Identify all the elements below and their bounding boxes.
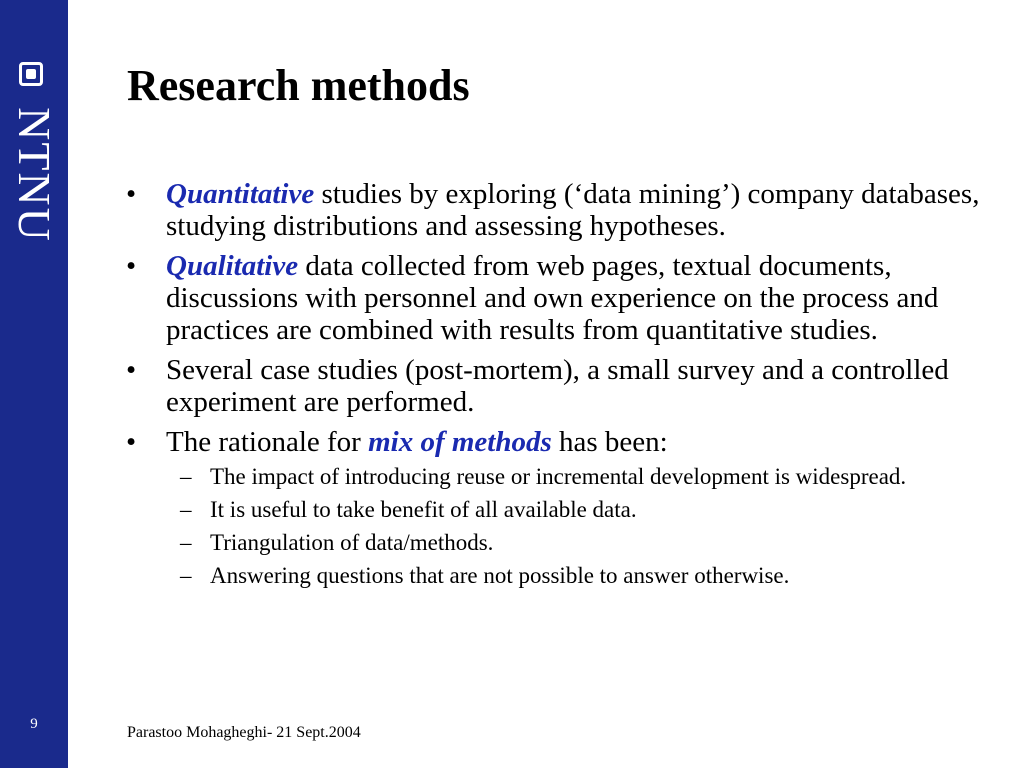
sub-bullet-text: The impact of introducing reuse or incremental development is widespread. [210, 464, 907, 489]
page-number: 9 [30, 716, 38, 732]
bullet-item-qualitative [120, 250, 990, 346]
slide-title: Research methods [127, 61, 470, 110]
ntnu-logo-icon [19, 62, 43, 86]
sidebar [0, 0, 68, 768]
sub-bullet-text: Triangulation of data/methods. [210, 530, 494, 555]
bullet-text: data collected from web pages, textual documents, discussions with personnel and own experience on the process and practices are combined with results from quantitative studies. [166, 250, 939, 346]
sub-bullet-item [166, 563, 990, 589]
bullet-text: has been: [551, 426, 668, 458]
bullet-item-quantitative [120, 178, 990, 242]
bullet-text: studies by exploring (‘data mining’) company databases, studying distributions and assessing hypotheses. [166, 178, 980, 242]
sub-bullet-list [166, 464, 990, 589]
dash-icon: – [180, 497, 192, 522]
dash-icon: – [180, 563, 192, 588]
bullet-icon: • [126, 178, 137, 210]
emphasis-text: Qualitative [166, 250, 299, 282]
bullet-icon: • [126, 426, 137, 458]
dash-icon: – [180, 464, 192, 489]
sub-bullet-item [166, 497, 990, 523]
bullet-item-case-studies [120, 354, 990, 418]
bullet-icon: • [126, 250, 137, 282]
slide-content [120, 178, 990, 597]
sub-bullet-text: Answering questions that are not possible to answer otherwise. [210, 563, 790, 588]
bullet-text: The rationale for [166, 426, 369, 458]
dash-icon: – [180, 530, 192, 555]
emphasis-text: mix of methods [368, 426, 552, 458]
footer-author-date: Parastoo Mohagheghi- 21 Sept.2004 [127, 724, 361, 741]
ntnu-wordmark: NTNU [9, 107, 60, 243]
sub-bullet-item [166, 530, 990, 556]
bullet-text: Several case studies (post-mortem), a small survey and a controlled experiment are performed. [166, 354, 949, 418]
bullet-item-rationale [120, 426, 990, 589]
bullet-icon: • [126, 354, 137, 386]
sub-bullet-item [166, 464, 990, 490]
bullet-list [120, 178, 990, 589]
sub-bullet-text: It is useful to take benefit of all available data. [210, 497, 637, 522]
emphasis-text: Quantitative [166, 178, 315, 210]
